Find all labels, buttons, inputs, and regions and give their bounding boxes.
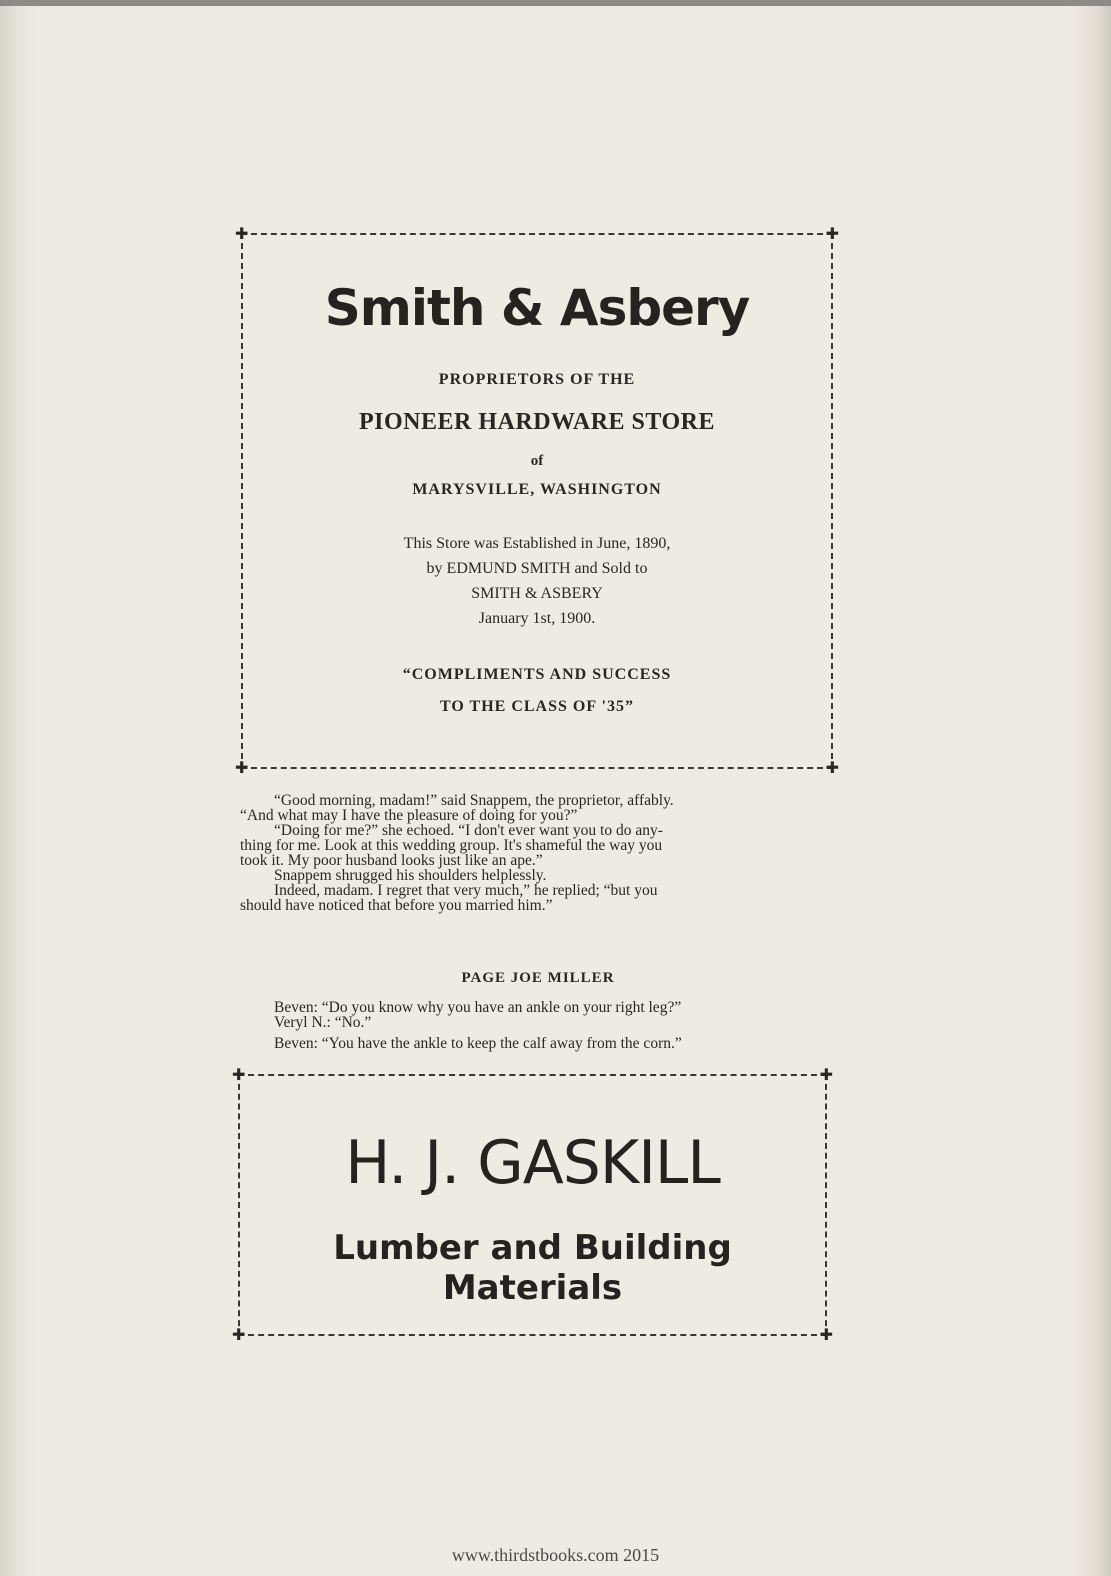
ad-store-name: PIONEER HARDWARE STORE [359, 409, 715, 435]
joke-heading: PAGE JOE MILLER [461, 970, 615, 986]
story-line: Indeed, madam. I regret that very much,” he replied; “but you [274, 882, 658, 899]
joe-miller-section [240, 971, 836, 1051]
gaskill-ad [232, 1065, 833, 1344]
ad-history-line: SMITH & ASBERY [471, 585, 603, 602]
ad-location: MARYSVILLE, WASHINGTON [412, 481, 662, 498]
corner-ornament-icon: ✚ [235, 224, 249, 243]
corner-ornament-icon: ✚ [825, 224, 839, 243]
watermark-footer: www.thirdstbooks.com 2015 [451, 1545, 660, 1565]
story-line: “Doing for me?” she echoed. “I don't ever want you to do any- [274, 822, 663, 839]
story-line: took it. My poor husband looks just like an ape.” [240, 852, 543, 869]
corner-ornament-icon: ✚ [235, 758, 249, 777]
story-line: “Good morning, madam!” said Snappem, the proprietor, affably. [274, 792, 674, 809]
story-line: thing for me. Look at this wedding group. It's shameful the way you [240, 837, 663, 854]
story-line: “And what may I have the pleasure of doing for you?” [240, 807, 578, 824]
ad-compliments: “COMPLIMENTS AND SUCCESS [402, 666, 672, 683]
snappem-story [240, 793, 836, 913]
joke-line: Veryl N.: “No.” [274, 1014, 372, 1031]
ad-history-line: This Store was Established in June, 1890, [403, 535, 671, 552]
ad-of: of [530, 453, 544, 469]
corner-ornament-icon: ✚ [232, 1325, 246, 1344]
gaskill-title: H. J. GASKILL [345, 1128, 720, 1198]
story-line: Snappem shrugged his shoulders helplessly. [274, 867, 547, 884]
corner-ornament-icon: ✚ [819, 1065, 833, 1084]
ad-class-of: TO THE CLASS OF '35” [440, 698, 634, 715]
smith-asbery-ad [235, 224, 839, 777]
ad-history-line: January 1st, 1900. [478, 610, 596, 627]
page-top-edge [0, 0, 1111, 6]
story-line: should have noticed that before you married him.” [240, 897, 553, 914]
corner-ornament-icon: ✚ [232, 1065, 246, 1084]
joke-line: Beven: “You have the ankle to keep the calf away from the corn.” [274, 1035, 682, 1052]
corner-ornament-icon: ✚ [825, 758, 839, 777]
corner-ornament-icon: ✚ [819, 1325, 833, 1344]
joke-line: Beven: “Do you know why you have an ankle on your right leg?” [274, 999, 682, 1016]
ad-history-line: by EDMUND SMITH and Sold to [426, 560, 648, 577]
gaskill-subtitle: Lumber and Building Materials [333, 1228, 732, 1308]
ad-proprietors: PROPRIETORS OF THE [438, 371, 636, 388]
ad-title: Smith & Asbery [324, 279, 750, 337]
